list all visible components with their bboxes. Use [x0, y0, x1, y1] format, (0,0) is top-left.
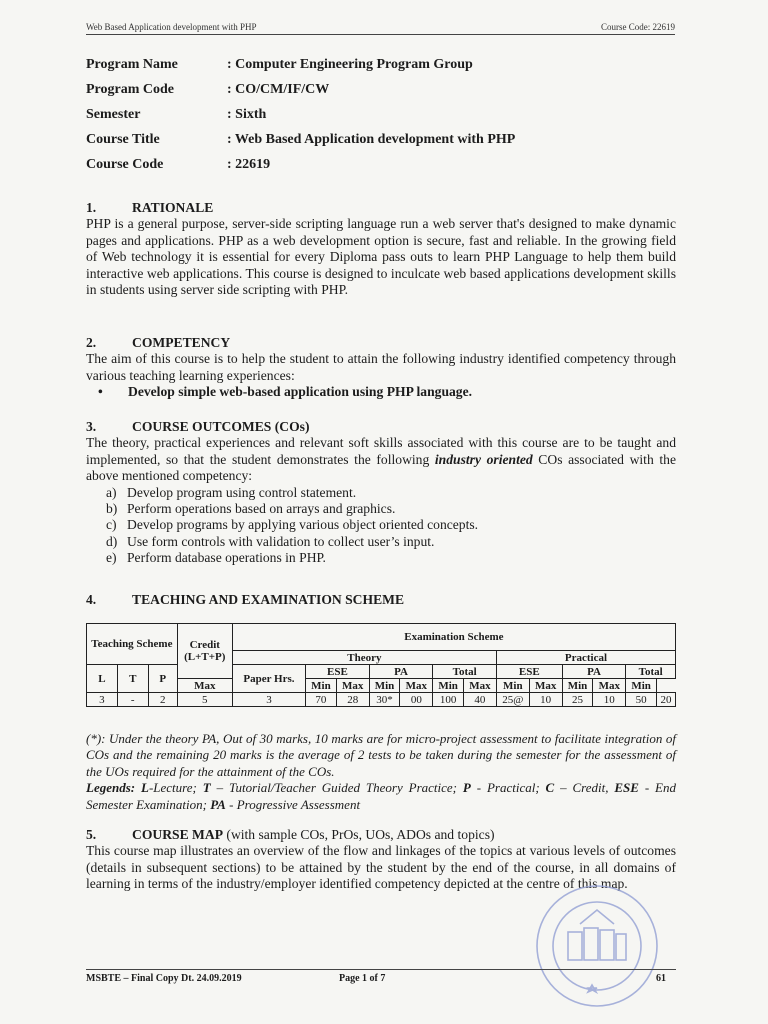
list-item	[106, 550, 676, 566]
max-header: Max	[529, 679, 562, 693]
rationale-heading	[86, 200, 676, 216]
table-cell: 10	[529, 693, 562, 707]
min-header: Min	[306, 679, 337, 693]
practical-ese-header: ESE	[496, 665, 562, 679]
table-cell: 00	[400, 693, 433, 707]
theory-header: Theory	[232, 651, 496, 665]
legend-t: T	[202, 780, 211, 796]
min-header: Min	[496, 679, 529, 693]
scheme-table	[86, 623, 676, 707]
section-number: 2.	[86, 335, 97, 350]
table-cell: 2	[148, 693, 177, 707]
seal-book	[616, 934, 626, 960]
seal-book	[600, 930, 614, 960]
max-header: Max	[336, 679, 369, 693]
page-footer	[86, 969, 676, 984]
practical-header: Practical	[496, 651, 675, 665]
competency-bullet	[98, 384, 676, 400]
semester-label: Semester	[86, 107, 141, 122]
course-outcomes-section	[86, 419, 676, 567]
program-info	[86, 57, 515, 182]
program-name-value: : Computer Engineering Program Group	[227, 57, 473, 72]
table-cell: -	[117, 693, 148, 707]
t-header: T	[117, 665, 148, 693]
legend-l: L	[141, 780, 149, 796]
section-number: 3.	[86, 419, 97, 434]
bullet-dot: •	[98, 384, 103, 400]
list-marker: d)	[106, 533, 118, 549]
footer-copy-date: MSBTE – Final Copy Dt. 24.09.2019	[86, 973, 242, 984]
course-code-label: Course Code	[86, 157, 164, 172]
page-header	[86, 22, 675, 35]
table-cell: 5	[177, 693, 232, 707]
section-number: 5.	[86, 827, 97, 842]
table-cell: 28	[336, 693, 369, 707]
table-cell: 40	[463, 693, 496, 707]
co-list	[86, 485, 676, 567]
rationale-body: PHP is a general purpose, server-side scripting language run a web server that's designed to make dynamic pages and applications. PHP as a web development option is secure, fast and reliable. In the growing field of Web technology it is essential for every Diploma pass outs to learn PHP Language to help them build interactive web applications. This course is designed to inculcate web based applications development skills in students using server side scripting with PHP.	[86, 216, 676, 298]
section-number: 4.	[86, 592, 97, 607]
legend-ese: ESE	[614, 780, 639, 796]
legend-p: P	[462, 780, 471, 796]
max-header: Max	[593, 679, 626, 693]
list-item	[106, 534, 676, 550]
legend-ese-text: - End Semester Examination;	[86, 780, 676, 812]
scheme-section	[86, 592, 676, 608]
co-body-emphasis: industry oriented	[434, 451, 533, 467]
semester-value: : Sixth	[227, 107, 267, 122]
section-number: 1.	[86, 200, 97, 215]
practical-total-header: Total	[626, 665, 676, 679]
legend-c-text: – Credit,	[554, 780, 609, 796]
section-title: COURSE OUTCOMES (COs)	[132, 419, 310, 434]
list-item-text: Develop program using control statement.	[127, 484, 357, 500]
legend-pa-text: - Progressive Assessment	[225, 796, 361, 812]
program-code-label: Program Code	[86, 82, 174, 97]
max-header: Max	[177, 679, 232, 693]
legends-label: Legends:	[86, 780, 136, 796]
co-body-post: COs associated with the above mentioned competency:	[86, 451, 676, 484]
semester-row	[86, 107, 515, 132]
program-name-label: Program Name	[86, 57, 178, 72]
list-item-text: Develop programs by applying various object oriented concepts.	[127, 517, 479, 533]
section-title: TEACHING AND EXAMINATION SCHEME	[132, 592, 405, 607]
section-title: COMPETENCY	[132, 335, 231, 350]
table-cell: 20	[656, 693, 675, 707]
course-outcomes-heading	[86, 419, 676, 435]
p-header: P	[148, 665, 177, 693]
course-map-title	[132, 827, 495, 843]
legend-t-text: – Tutorial/Teacher Guided Theory Practice;	[210, 780, 463, 796]
footer-sheet-number: 61	[656, 973, 666, 984]
theory-pa-header: PA	[369, 665, 433, 679]
list-item-text: Perform operations based on arrays and graphics.	[127, 501, 396, 517]
table-row	[87, 624, 676, 651]
list-marker: b)	[106, 501, 118, 517]
table-cell: 10	[593, 693, 626, 707]
table-cell: 25@	[496, 693, 529, 707]
msbte-seal	[522, 880, 672, 1010]
competency-section	[86, 335, 676, 401]
co-body-pre: The theory, practical experiences and relevant soft skills associated with this course are to be taught and implemented, so that the student demonstrates the following	[86, 435, 676, 467]
min-header: Min	[433, 679, 464, 693]
legend-c: C	[545, 780, 555, 796]
course-outcomes-body	[86, 435, 676, 484]
exam-scheme-header: Examination Scheme	[232, 624, 675, 651]
competency-bullet-text: Develop simple web-based application using PHP language.	[128, 384, 473, 400]
scheme-notes	[86, 731, 676, 813]
course-code-value: : 22619	[227, 157, 271, 172]
section-subtitle: (with sample COs, PrOs, UOs, ADOs and topics)	[223, 827, 495, 842]
rationale-section	[86, 200, 676, 298]
min-header: Min	[369, 679, 400, 693]
list-item	[106, 485, 676, 501]
course-title-value: : Web Based Application development with PHP	[227, 132, 516, 147]
legend-pa: PA	[210, 796, 226, 812]
credit-header: Credit (L+T+P)	[177, 624, 232, 679]
list-item-text: Use form controls with validation to collect user’s input.	[127, 533, 435, 549]
max-header: Max	[463, 679, 496, 693]
legend-l-text: -Lecture;	[148, 780, 203, 796]
practical-pa-header: PA	[562, 665, 626, 679]
section-title: RATIONALE	[132, 200, 214, 215]
min-header: Min	[626, 679, 657, 693]
table-cell: 3	[87, 693, 118, 707]
header-course-title: Web Based Application development with PHP	[86, 22, 257, 32]
section-title: COURSE MAP	[132, 827, 224, 842]
course-title-row	[86, 132, 515, 157]
competency-heading	[86, 335, 676, 351]
list-item	[106, 501, 676, 517]
min-header: Min	[562, 679, 593, 693]
paper-hrs-header: Paper Hrs.	[232, 665, 305, 693]
table-cell: 25	[562, 693, 593, 707]
theory-pa-note: (*): Under the theory PA, Out of 30 marks, 10 marks are for micro-project assessment to facilitate integration of COs and the remaining 20 marks is the average of 2 tests to be taken during the semester for the assessment of the UOs required for the attainment of the COs.	[86, 731, 676, 779]
seal-star	[588, 985, 597, 992]
table-cell: 30*	[369, 693, 400, 707]
theory-ese-header: ESE	[306, 665, 370, 679]
program-name-row	[86, 57, 515, 82]
theory-total-header: Total	[433, 665, 497, 679]
table-cell: 100	[433, 693, 464, 707]
legend-p-text: - Practical;	[470, 780, 546, 796]
list-marker: e)	[106, 550, 117, 566]
l-header: L	[87, 665, 118, 693]
list-marker: a)	[106, 484, 117, 500]
list-item-text: Perform database operations in PHP.	[127, 550, 326, 566]
max-header: Max	[400, 679, 433, 693]
seal-book	[584, 928, 598, 960]
course-code-row	[86, 157, 515, 182]
course-map-body: This course map illustrates an overview of the flow and linkages of the topics at various levels of outcomes (details in subsequent sections) to be attained by the student by the end of the course, in all domains of learning in terms of the industry/employer identified competency depicted at the centre of this map.	[86, 843, 676, 892]
seal-book	[568, 932, 582, 960]
table-row	[87, 693, 676, 707]
list-item	[106, 517, 676, 533]
table-cell: 3	[232, 693, 305, 707]
competency-body: The aim of this course is to help the student to attain the following industry identified competency through various teaching learning experiences:	[86, 351, 676, 383]
program-code-row	[86, 82, 515, 107]
seal-roof	[580, 910, 614, 924]
teaching-scheme-header: Teaching Scheme	[87, 624, 178, 665]
course-title-label: Course Title	[86, 132, 160, 147]
legends-text	[86, 780, 676, 811]
list-marker: c)	[106, 517, 117, 533]
table-row	[87, 665, 676, 679]
table-cell: 50	[626, 693, 657, 707]
table-cell: 70	[306, 693, 337, 707]
header-course-code: Course Code: 22619	[601, 22, 675, 32]
program-code-value: : CO/CM/IF/CW	[227, 82, 330, 97]
course-map-heading	[86, 827, 676, 843]
footer-page-number: Page 1 of 7	[339, 973, 386, 984]
scheme-heading	[86, 592, 676, 608]
